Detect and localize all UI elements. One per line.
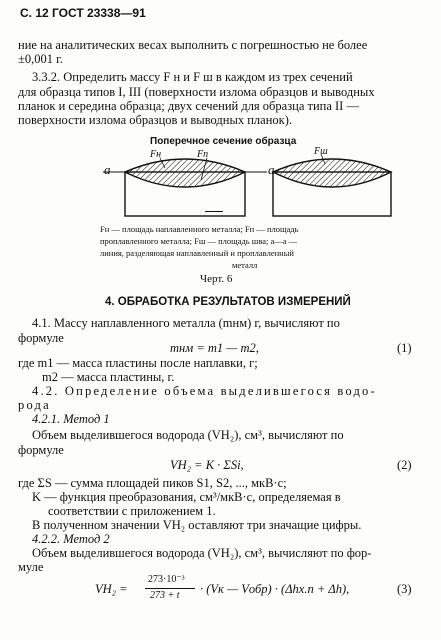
label-fsh: Fш: [314, 146, 328, 157]
figure-caption-line2: проплавленного металла; Fш — площадь шва; а—а —: [100, 236, 298, 246]
equation-1-number: (1): [397, 341, 412, 355]
para2-line1: 3.3.2. Определить массу F н и F ш в каждом из трех сечений: [32, 70, 353, 84]
where2-line2: K — функция преобразования, см³/мкВ·с, определяемая в: [32, 490, 341, 504]
figure-rule: [205, 211, 223, 212]
p41-line1: 4.1. Массу наплавленного металла (mнм) г, вычисляют по: [32, 316, 340, 330]
label-a-left: a: [104, 162, 111, 177]
para2-line4: поверхности излома образцов и выводных планок).: [18, 113, 292, 127]
figure-title: Поперечное сечение образца: [150, 136, 297, 147]
figure-number: Черт. 6: [200, 273, 233, 285]
equation-3-rest: · (Vк — Vобр) · (Δhх.п + Δh),: [200, 582, 350, 596]
page-header: С. 12 ГОСТ 23338—91: [20, 6, 146, 20]
p421-line1: Объем выделившегося водорода (VH₂), см³, вычисляют по: [32, 428, 344, 442]
p42-line2: рода: [18, 398, 51, 412]
equation-3-fraction-bar: [145, 588, 195, 589]
right-weld-bead: [273, 159, 391, 187]
p41-line2: формуле: [18, 331, 64, 345]
p422-line2: муле: [18, 560, 44, 574]
where1-line2: m2 — масса пластины, г.: [42, 370, 175, 384]
para1-line1: ние на аналитических весах выполнить с погрешностью не более: [18, 38, 368, 52]
p422-heading: 4.2.2. Метод 2: [32, 532, 110, 546]
result-sentence: В полученном значении VH₂ оставляют три значащие цифры.: [32, 518, 362, 532]
para1-line2: ±0,001 г.: [18, 52, 63, 66]
equation-3-number: (3): [397, 582, 412, 596]
label-fp: Fп: [197, 149, 209, 160]
where1-line1: где m1 — масса пластины после наплавки, г;: [18, 356, 258, 370]
equation-3-denominator: 273 + t: [150, 590, 180, 601]
equation-3-lhs: VH₂ =: [95, 582, 128, 596]
p421-line2: формуле: [18, 443, 64, 457]
left-specimen: [103, 158, 267, 216]
label-a-right: a: [268, 162, 275, 177]
figure-caption-line4: металл: [232, 260, 258, 270]
equation-1: mнм = m1 — m2,: [170, 341, 259, 355]
p42-line1: 4.2. Определение объема выделившегося водо-: [32, 384, 377, 398]
figure-caption-line1: Fн — площадь наплавленного металла; Fп — площадь: [100, 224, 299, 234]
where2-line3: соответствии с приложением 1.: [48, 504, 216, 518]
cross-section-diagram: [95, 150, 405, 222]
label-fn: Fн: [150, 149, 162, 160]
p421-heading: 4.2.1. Метод 1: [32, 412, 110, 426]
where2-line1: где ΣS — сумма площадей пиков S1, S2, ..., мкВ·с;: [18, 476, 287, 490]
section4-heading: 4. ОБРАБОТКА РЕЗУЛЬТАТОВ ИЗМЕРЕНИЙ: [105, 296, 351, 308]
figure-caption-line3: линия, разделяющая наплавленный и проплавленный: [100, 248, 294, 258]
equation-2-number: (2): [397, 458, 412, 472]
equation-3-numerator: 273·10⁻³: [148, 574, 185, 585]
para2-line2: для образца типов I, III (поверхности излома образцов и выводных: [18, 85, 375, 99]
right-specimen: [273, 154, 391, 216]
para2-line3: планок и середина образца; двух сечений для образца типа II —: [18, 99, 359, 113]
left-weld-bead: [125, 159, 245, 187]
equation-2: VH₂ = K · ΣSi,: [170, 458, 244, 472]
p422-line1: Объем выделившегося водорода (VH₂), см³, вычисляют по фор-: [32, 546, 372, 560]
